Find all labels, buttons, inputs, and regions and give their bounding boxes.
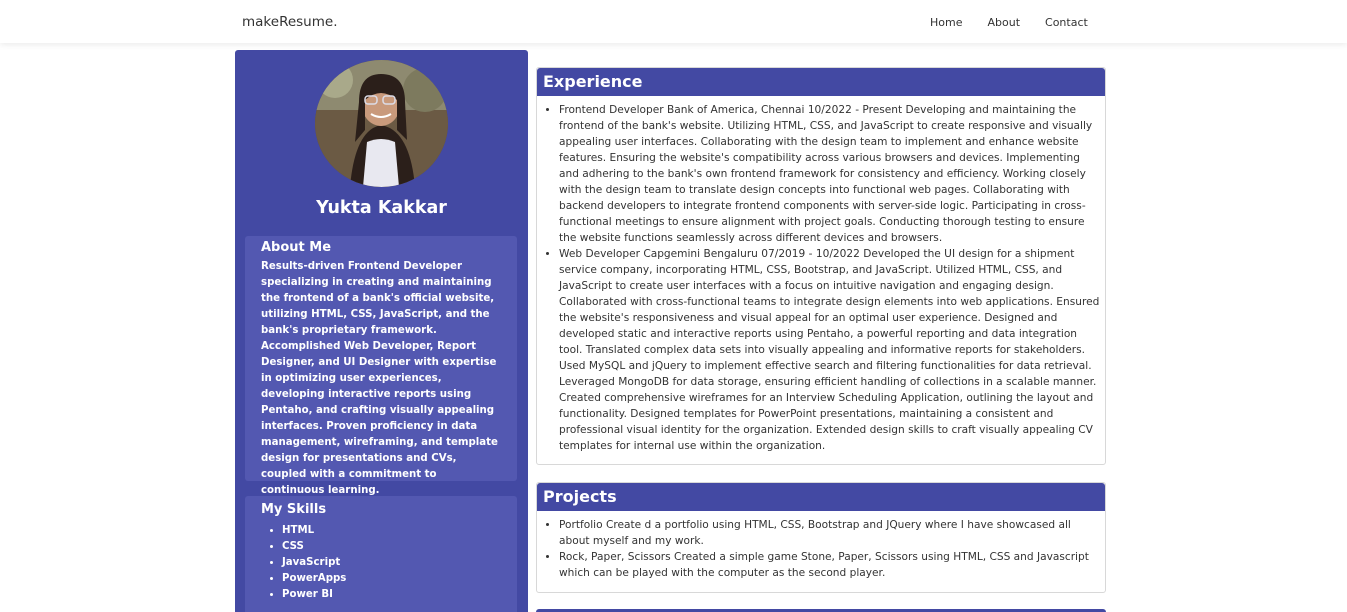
profile-sidebar <box>235 50 528 612</box>
skills-panel <box>245 496 517 612</box>
profile-name: Yukta Kakkar <box>316 198 447 218</box>
nav-home-link[interactable]: Home <box>930 16 963 29</box>
about-me-text: Results-driven Frontend Developer specializing in creating and maintaining the frontend of a bank's official website, utilizing HTML, CSS, JavaScript, and the bank's proprietary framework. Accomplished Web Developer, Report Designer, and UI Designer with expertise in optimizing user experiences, developing interactive reports using Pentaho, and crafting visually appealing interfaces. Proven proficiency in data management, wireframing, and template design for presentations and CVs, coupled with a commitment to continuous learning. <box>261 261 498 496</box>
skills-list <box>261 523 503 603</box>
experience-card <box>536 67 1106 465</box>
nav-about-link[interactable]: About <box>987 16 1021 29</box>
skill-item: • PowerApps <box>282 571 503 587</box>
top-navbar <box>0 0 1347 43</box>
brand-logo[interactable]: makeResume. <box>242 14 338 30</box>
experience-item: • Web Developer Capgemini Bengaluru 07/2019 - 10/2022 Developed the UI design for a shipment service company, incorporating HTML, CSS, Bootstrap, and JavaScript. Utilized HTML, CSS, and JavaScript to create user interfaces with a focus on intuitive navigation and engaging design. Collaborated with cross-functional teams to integrate design elements into web applications. Ensured the website's responsiveness and visual appeal for an optimal user experience. Designed and developed static and interactive reports using Pentaho, a powerful reporting and data integration tool. Translated complex data sets into visually appealing and informative reports for stakeholders. Used MySQL and jQuery to implement effective search and filtering functionalities for data retrieval. Leveraged MongoDB for data storage, ensuring efficient handling of collections in a scalable manner. Created comprehensive wireframes for an Interview Scheduling Application, outlining the layout and functionality. Designed templates for PowerPoint presentations, maintaining a consistent and professional visual identity for the organization. Extended design skills to craft visually appealing CV templates for internal use within the organization. <box>559 246 1101 454</box>
projects-card <box>536 482 1106 593</box>
project-item: • Rock, Paper, Scissors Created a simple game Stone, Paper, Scissors using HTML, CSS and Javascript which can be played with the computer as the second player. <box>559 549 1101 581</box>
experience-item: • Frontend Developer Bank of America, Chennai 10/2022 - Present Developing and maintaining the frontend of the bank's website. Utilizing HTML, CSS, and JavaScript to create responsive and visually appealing user interfaces. Collaborating with the design team to implement and enhance website features. Ensuring the website's compatibility across various browsers and devices. Implementing and adhering to the bank's own frontend framework for consistency and efficiency. Working closely with the design team to translate design concepts into functional web pages. Collaborating with backend developers to integrate frontend components with server-side logic. Participating in cross-functional meetings to ensure alignment with project goals. Conducting thorough testing to ensure the website functions seamlessly across different devices and browsers. <box>559 102 1101 246</box>
about-me-panel <box>245 236 517 496</box>
nav-links <box>930 16 1113 29</box>
profile-photo <box>315 60 448 187</box>
skill-item: • HTML <box>282 523 503 539</box>
skill-item: • CSS <box>282 539 503 555</box>
projects-title: Projects <box>537 483 1105 511</box>
experience-title: Experience <box>537 68 1105 96</box>
skill-item: • Power BI <box>282 587 503 603</box>
about-me-title: About Me <box>261 240 332 255</box>
skill-item: • JavaScript <box>282 555 503 571</box>
nav-contact-link[interactable]: Contact <box>1045 16 1088 29</box>
skills-title: My Skills <box>261 502 327 517</box>
project-item: • Portfolio Create d a portfolio using HTML, CSS, Bootstrap and JQuery where I have showcased all about myself and my work. <box>559 517 1101 549</box>
projects-list <box>545 517 1101 581</box>
experience-list <box>545 102 1101 454</box>
